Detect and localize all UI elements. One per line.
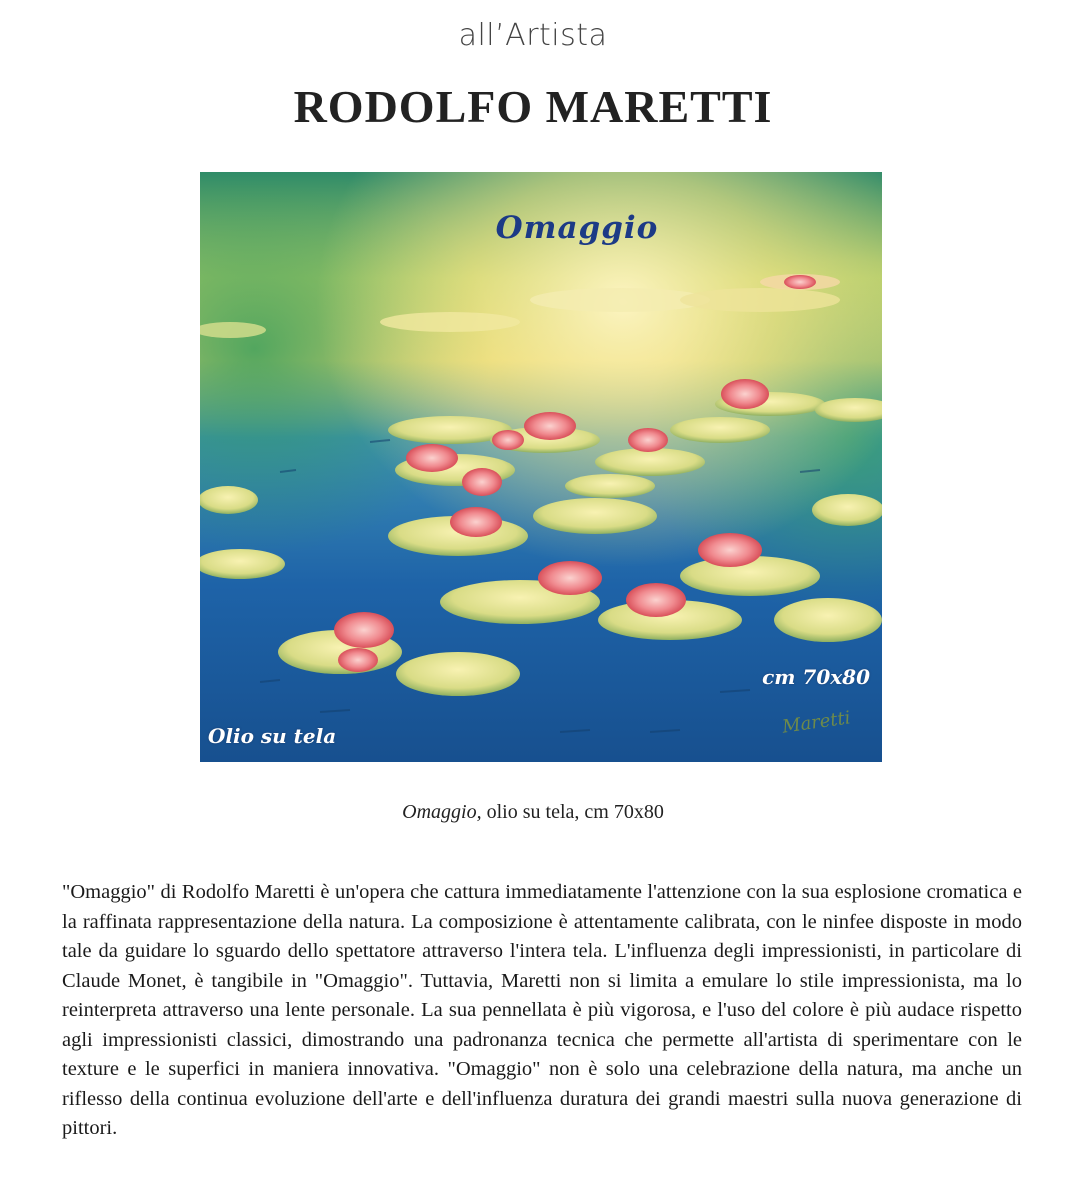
- painting-image: [200, 172, 882, 762]
- painting-overlay-size: cm 70x80: [762, 665, 870, 689]
- painting-overlay-medium: Olio su tela: [208, 724, 337, 748]
- painting-caption: [0, 801, 1066, 824]
- description-paragraph: "Omaggio" di Rodolfo Maretti è un'opera che cattura immediatamente l'attenzione con la sua esplosione cromatica e la raffinata rappresentazione della natura. La composizione è attentamente calibrata, con le ninfee disposte in modo tale da guidare lo sguardo dello spettatore attraverso l'intera tela. L'influenza degli impressionisti, in particolare di Claude Monet, è tangibile in "Omaggio". Tuttavia, Maretti non si limita a emulare lo stile impressionista, ma lo reinterpreta attraverso una lente personale. La sua pennellata è più vigorosa, e l'uso del colore è più audace rispetto agli impressionisti classici, dimostrando una padronanza tecnica che permette all'artista di sperimentare con le texture e le superfici in maniera innovativa. "Omaggio" non è solo una celebrazione della natura, ma anche un riflesso della continua evoluzione dell'arte e dell'influenza duratura dei grandi maestri sulla nuova generazione di pittori.: [62, 881, 1022, 1139]
- caption-details: olio su tela, cm 70x80: [481, 801, 664, 823]
- kicker-text: all’Artista: [458, 18, 608, 53]
- caption-title: Omaggio,: [402, 801, 482, 823]
- painting-overlay-title: Omaggio: [495, 210, 659, 246]
- artist-name-heading: RODOLFO MARETTI: [293, 81, 773, 132]
- artist-signature: Maretti: [780, 707, 852, 738]
